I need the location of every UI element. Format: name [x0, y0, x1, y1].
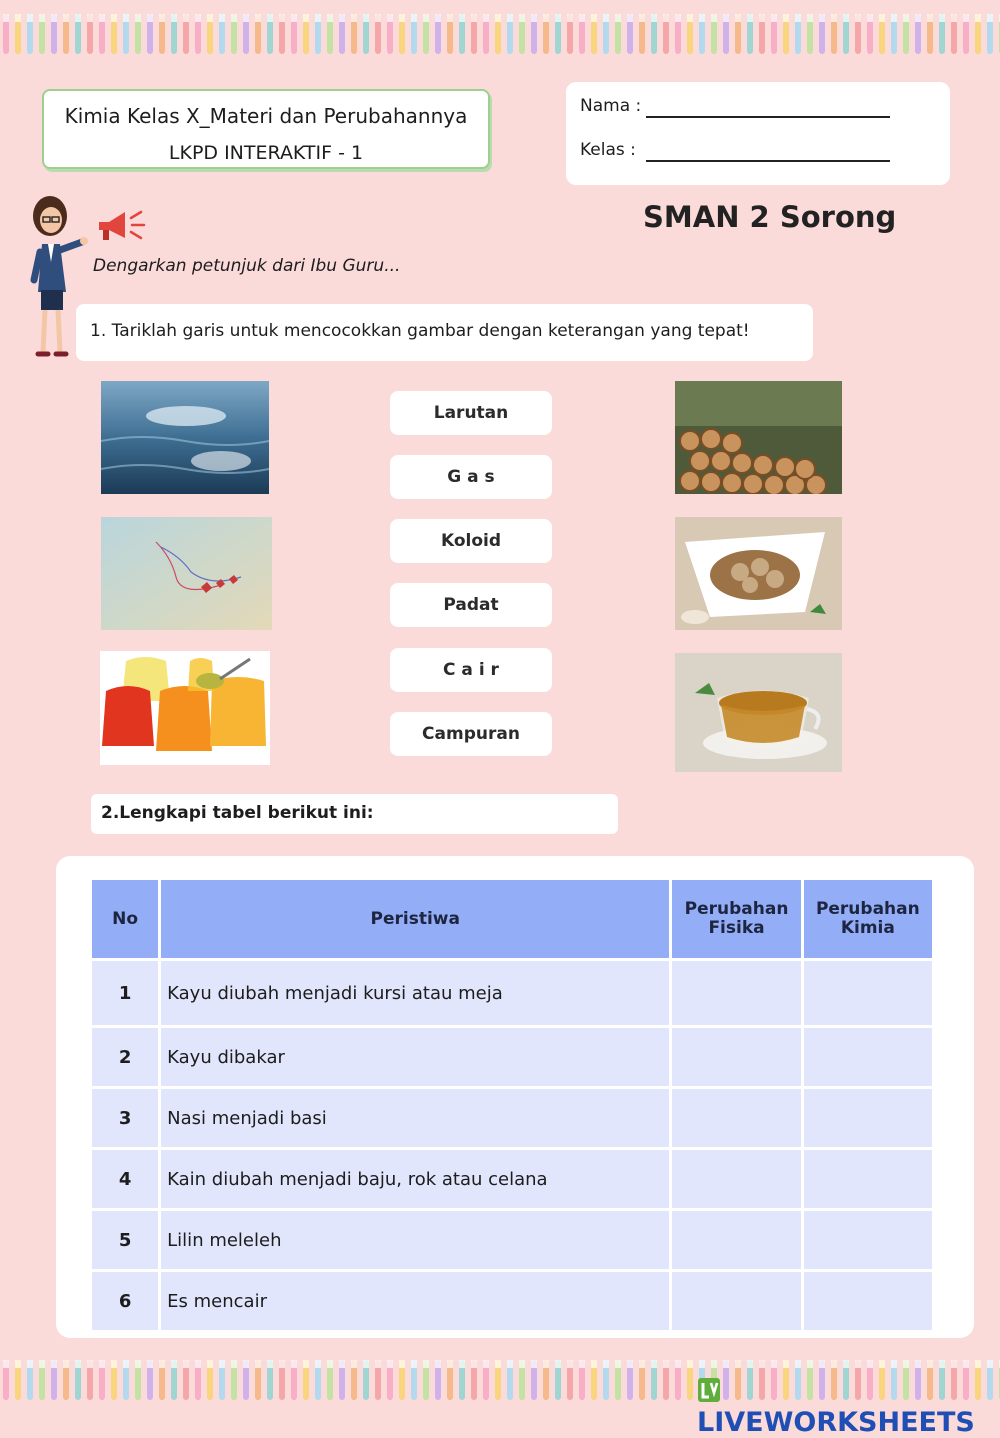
row-number: 4	[92, 1150, 158, 1208]
student-info-box	[566, 82, 950, 185]
row-event: Kayu dibakar	[161, 1028, 669, 1086]
answer-cell-kimia[interactable]	[804, 1028, 932, 1086]
row-event: Lilin meleleh	[161, 1211, 669, 1269]
answer-cell-fisika[interactable]	[672, 1089, 800, 1147]
worksheet-subtitle: LKPD INTERAKTIF - 1	[168, 142, 364, 164]
answer-cell-fisika[interactable]	[672, 1272, 800, 1330]
kites-sky-image[interactable]	[101, 517, 272, 630]
row-number: 3	[92, 1089, 158, 1147]
table-header-row	[92, 880, 932, 958]
option-cair[interactable]: C a i r	[390, 648, 552, 692]
instruction-text: Dengarkan petunjuk dari Ibu Guru...	[93, 256, 401, 276]
brand-text: LIVEWORKSHEETS	[697, 1407, 975, 1438]
class-row	[580, 140, 936, 184]
class-field[interactable]	[646, 140, 890, 162]
option-padat[interactable]: Padat	[390, 583, 552, 627]
answer-cell-kimia[interactable]	[804, 1150, 932, 1208]
header-peristiwa: Peristiwa	[161, 880, 669, 958]
table-row	[92, 1211, 932, 1269]
table-row	[92, 1028, 932, 1086]
table-row	[92, 1272, 932, 1330]
name-label: Nama :	[580, 96, 642, 116]
liveworksheets-logo	[697, 1376, 1000, 1438]
class-label: Kelas :	[580, 140, 636, 160]
question-1: 1. Tariklah garis untuk mencocokkan gambar dengan keterangan yang tepat!	[76, 304, 813, 361]
events-table	[89, 877, 935, 1333]
worksheet-title: Kimia Kelas X_Materi dan Perubahannya	[64, 104, 468, 128]
row-event: Kain diubah menjadi baju, rok atau celana	[161, 1150, 669, 1208]
answer-cell-fisika[interactable]	[672, 1028, 800, 1086]
logs-image[interactable]	[675, 381, 842, 494]
row-number: 2	[92, 1028, 158, 1086]
school-name: SMAN 2 Sorong	[643, 200, 897, 234]
question-2: 2.Lengkapi tabel berikut ini:	[91, 794, 618, 834]
name-row	[580, 96, 936, 140]
answer-cell-kimia[interactable]	[804, 1211, 932, 1269]
row-event: Es mencair	[161, 1272, 669, 1330]
row-number: 1	[92, 961, 158, 1025]
jelly-image[interactable]	[100, 651, 270, 765]
water-image[interactable]	[101, 381, 269, 494]
row-number: 5	[92, 1211, 158, 1269]
row-event: Nasi menjadi basi	[161, 1089, 669, 1147]
option-larutan[interactable]: Larutan	[390, 391, 552, 435]
row-number: 6	[92, 1272, 158, 1330]
table-row	[92, 1150, 932, 1208]
option-koloid[interactable]: Koloid	[390, 519, 552, 563]
header-perubahan-fisika: Perubahan Fisika	[672, 880, 800, 958]
mushroom-dish-image[interactable]	[675, 517, 842, 630]
liveworksheets-badge-icon	[697, 1377, 721, 1403]
answer-cell-kimia[interactable]	[804, 1089, 932, 1147]
table-row	[92, 961, 932, 1025]
row-event: Kayu diubah menjadi kursi atau meja	[161, 961, 669, 1025]
header-no: No	[92, 880, 158, 958]
name-field[interactable]	[646, 96, 890, 118]
answer-cell-kimia[interactable]	[804, 1272, 932, 1330]
answer-cell-fisika[interactable]	[672, 1150, 800, 1208]
answer-cell-kimia[interactable]	[804, 961, 932, 1025]
option-campuran[interactable]: Campuran	[390, 712, 552, 756]
table-row	[92, 1089, 932, 1147]
option-gas[interactable]: G a s	[390, 455, 552, 499]
megaphone-icon	[95, 208, 147, 246]
top-decorative-border	[0, 0, 1000, 58]
worksheet-title-box	[42, 89, 490, 169]
answer-cell-fisika[interactable]	[672, 961, 800, 1025]
answer-cell-fisika[interactable]	[672, 1211, 800, 1269]
header-perubahan-kimia: Perubahan Kimia	[804, 880, 932, 958]
tea-cup-image[interactable]	[675, 653, 842, 772]
